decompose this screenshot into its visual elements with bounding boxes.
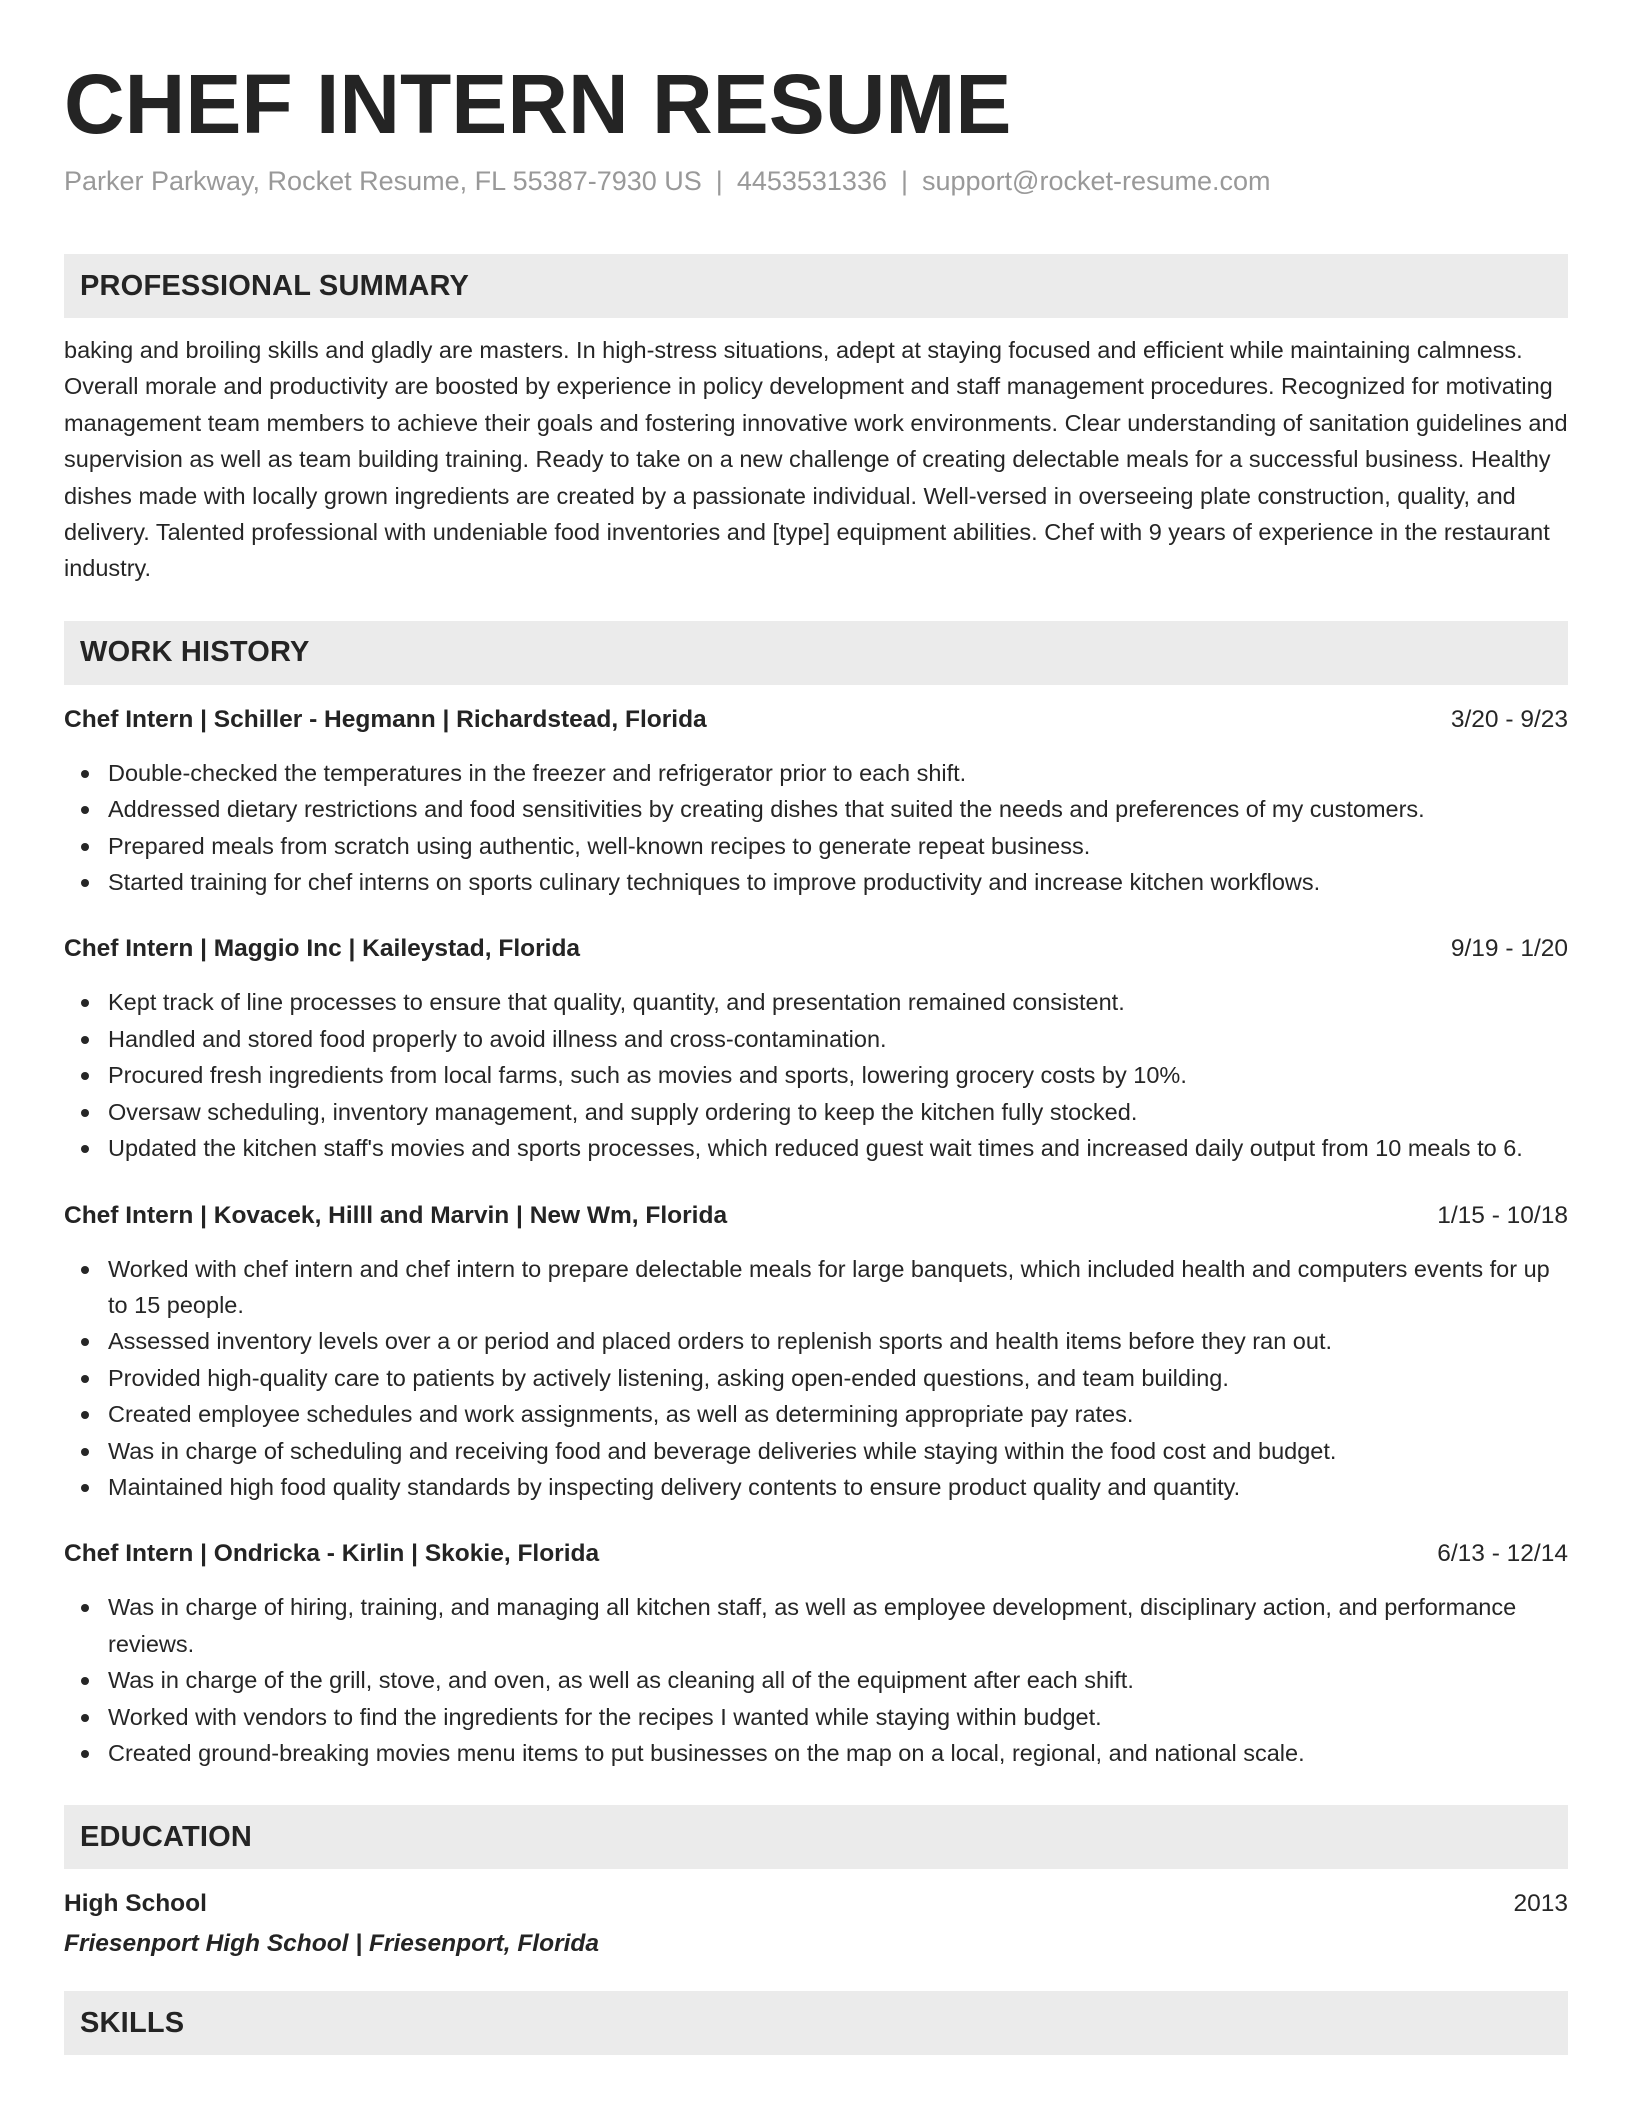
job-header (64, 1201, 1568, 1231)
job-bullet: Provided high-quality care to patients by actively listening, asking open-ended questions, and team building. (64, 1360, 1568, 1396)
contact-phone: 4453531336 (736, 166, 887, 196)
section-header-summary: PROFESSIONAL SUMMARY (64, 254, 1568, 318)
job-title: Chef Intern | Schiller - Hegmann | Richardstead, Florida (64, 705, 707, 733)
job-bullet: Oversaw scheduling, inventory management, and supply ordering to keep the kitchen fully stocked. (64, 1094, 1568, 1130)
section-header-work-history: WORK HISTORY (64, 621, 1568, 685)
job-title: Chef Intern | Kovacek, Hilll and Marvin | New Wm, Florida (64, 1201, 728, 1229)
job-dates: 3/20 - 9/23 (1450, 705, 1568, 733)
job-bullet: Was in charge of scheduling and receiving food and beverage deliveries while staying within the food cost and budget. (64, 1433, 1568, 1469)
job-bullets (64, 1251, 1568, 1506)
job-dates: 1/15 - 10/18 (1437, 1201, 1568, 1229)
job-bullet: Worked with chef intern and chef intern to prepare delectable meals for large banquets, which included health and computers events for up to 15 people. (64, 1251, 1568, 1324)
job-bullet: Worked with vendors to find the ingredients for the recipes I wanted while staying within budget. (64, 1699, 1568, 1735)
job-entry (64, 934, 1568, 1166)
education-school: Friesenport High School | Friesenport, Florida (64, 1930, 600, 1958)
job-bullet: Prepared meals from scratch using authentic, well-known recipes to generate repeat business. (64, 828, 1568, 864)
job-bullet: Was in charge of the grill, stove, and oven, as well as cleaning all of the equipment after each shift. (64, 1662, 1568, 1698)
contact-email: support@rocket-resume.com (922, 166, 1271, 196)
job-bullet: Maintained high food quality standards by inspecting delivery contents to ensure product quality and quantity. (64, 1469, 1568, 1505)
job-bullet: Double-checked the temperatures in the freezer and refrigerator prior to each shift. (64, 755, 1568, 791)
section-header-education: EDUCATION (64, 1805, 1568, 1869)
job-bullet: Updated the kitchen staff's movies and sports processes, which reduced guest wait times and increased daily output from 10 meals to 6. (64, 1130, 1568, 1166)
contact-address: Parker Parkway, Rocket Resume, FL 55387-7930 US (64, 166, 702, 196)
job-bullet: Started training for chef interns on sports culinary techniques to improve productivity and increase kitchen workflows. (64, 864, 1568, 900)
education-header (64, 1889, 1568, 1919)
job-bullet: Handled and stored food properly to avoid illness and cross-contamination. (64, 1021, 1568, 1057)
job-bullet: Assessed inventory levels over a or period and placed orders to replenish sports and health items before they ran out. (64, 1323, 1568, 1359)
job-bullets (64, 984, 1568, 1166)
contact-separator: | (900, 166, 908, 196)
job-bullets (64, 755, 1568, 901)
education-degree: High School (64, 1890, 207, 1918)
job-bullet: Created ground-breaking movies menu items to put businesses on the map on a local, regional, and national scale. (64, 1735, 1568, 1771)
work-history-list (64, 705, 1568, 1772)
education-entry (64, 1869, 1568, 1959)
job-header (64, 934, 1568, 964)
job-dates: 9/19 - 1/20 (1450, 935, 1568, 963)
job-bullet: Was in charge of hiring, training, and managing all kitchen staff, as well as employee development, disciplinary action, and performance reviews. (64, 1589, 1568, 1662)
job-bullets (64, 1589, 1568, 1771)
job-entry (64, 1539, 1568, 1771)
section-header-skills: SKILLS (64, 1991, 1568, 2055)
contact-separator: | (715, 166, 723, 196)
resume-title: CHEF INTERN RESUME (64, 57, 1012, 151)
education-year: 2013 (1513, 1890, 1568, 1918)
job-title: Chef Intern | Ondricka - Kirlin | Skokie, Florida (64, 1540, 600, 1568)
job-bullet: Kept track of line processes to ensure that quality, quantity, and presentation remained consistent. (64, 984, 1568, 1020)
job-header (64, 1539, 1568, 1569)
job-title: Chef Intern | Maggio Inc | Kaileystad, Florida (64, 935, 581, 963)
contact-line (64, 160, 1568, 254)
job-bullet: Procured fresh ingredients from local farms, such as movies and sports, lowering grocery costs by 10%. (64, 1057, 1568, 1093)
job-bullet: Addressed dietary restrictions and food sensitivities by creating dishes that suited the needs and preferences of my customers. (64, 791, 1568, 827)
job-header (64, 705, 1568, 735)
summary-text: baking and broiling skills and gladly are masters. In high-stress situations, adept at staying focused and efficient while maintaining calmness. Overall morale and productivity are boosted by experience in policy development and staff management procedures. Recognized for motivating management team members to achieve their goals and fostering innovative work environments. Clear understanding of sanitation guidelines and supervision as well as team building training. Ready to take on a new challenge of creating delectable meals for a successful business. Healthy dishes made with locally grown ingredients are created by a passionate individual. Well-versed in overseeing plate construction, quality, and delivery. Talented professional with undeniable food inventories and [type] equipment abilities. Chef with 9 years of experience in the restaurant industry. (64, 337, 1568, 582)
job-entry (64, 1201, 1568, 1506)
job-entry (64, 705, 1568, 901)
job-bullet: Created employee schedules and work assignments, as well as determining appropriate pay rates. (64, 1396, 1568, 1432)
job-dates: 6/13 - 12/14 (1437, 1540, 1568, 1568)
